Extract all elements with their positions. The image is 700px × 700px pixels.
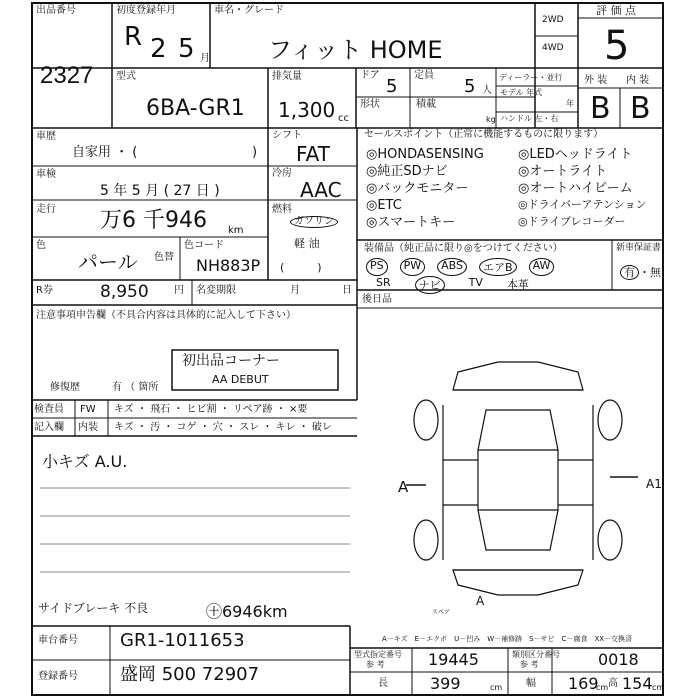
- doors-label: ドア: [360, 70, 380, 81]
- warranty-label: 新車保証書: [616, 243, 662, 253]
- width-value: 169: [568, 674, 599, 693]
- equipment-title: 装備品（純正品に限り◎をつけてください）: [364, 243, 563, 254]
- aa-debut-stamp: AA DEBUT: [212, 373, 269, 386]
- ac-value: AAC: [300, 178, 342, 202]
- dealer-label: ディーラー・並行: [499, 73, 563, 82]
- warranty-separator: ・: [639, 266, 650, 279]
- type-designation-label: 型式指定番号: [354, 650, 402, 659]
- plate-label: 登録番号: [38, 671, 78, 682]
- width-label: 幅: [526, 678, 536, 689]
- title-deadline-label: 名変期限: [196, 285, 236, 296]
- history-label: 車歴: [36, 131, 56, 142]
- remark-mileage: ㊉6946km: [206, 602, 288, 621]
- equip-aw: AW: [529, 258, 555, 276]
- reference-label-1: 参 考: [366, 660, 385, 669]
- color-label: 色: [36, 240, 46, 251]
- equip-leather: 本革: [506, 278, 529, 291]
- equip-ps: PS: [366, 258, 388, 276]
- load-label: 積載: [416, 99, 436, 110]
- fuel-other: ( ): [280, 261, 322, 274]
- shape-label: 形状: [360, 99, 380, 110]
- equip-sr: SR: [376, 276, 391, 289]
- remark-scratches: 小キズ A.U.: [42, 452, 128, 471]
- equip-airbag: エアB: [479, 258, 517, 276]
- capacity-unit: 人: [482, 85, 492, 96]
- displacement-unit: cc: [338, 113, 349, 124]
- equip-pw: PW: [400, 258, 426, 276]
- recycle-value: 8,950: [100, 282, 149, 302]
- first-listing-stamp: 初出品コーナー: [182, 353, 280, 369]
- entry-label: 記入欄: [34, 422, 64, 433]
- exterior-label: 外 装: [584, 75, 608, 86]
- warranty-options: [620, 264, 661, 280]
- score-label: 評 価 点: [596, 4, 636, 17]
- sp-auto-high-beam: ◎オートハイビーム: [518, 181, 633, 196]
- car-damage-diagram: [398, 350, 638, 610]
- model-code: 6BA-GR1: [146, 96, 245, 121]
- fw-label: FW: [80, 404, 96, 415]
- height-label: 高: [608, 678, 618, 689]
- repair-value: 有 （ 箇所: [112, 382, 159, 393]
- spare-label: スペア: [432, 609, 451, 616]
- selling-points-title: セールスポイント（正常に機能するものに限ります）: [364, 129, 604, 140]
- mileage-unit: km: [228, 225, 244, 236]
- reg-year: 2: [150, 34, 167, 64]
- vehicle-name: フィット HOME: [268, 36, 443, 64]
- history-value: 自家用 ・ (: [72, 145, 138, 160]
- reg-month: 5: [178, 34, 195, 64]
- load-unit: kg: [486, 115, 496, 124]
- damage-mark-a-left: A: [398, 478, 409, 496]
- title-day-unit: 日: [342, 285, 352, 296]
- length-value: 399: [430, 674, 461, 693]
- damage-legend: A－キズ E－エクボ U－凹み W－補修跡 S－サビ C－腐食 XX－交換済: [382, 635, 633, 643]
- color-change-label: 色替: [154, 252, 174, 263]
- interior-check-label: 内装: [78, 422, 98, 433]
- notes-title: 注意事項申告欄（不具合内容は具体的に記入して下さい）: [36, 310, 296, 321]
- interior-check-items: キズ ・ 汚 ・ コゲ ・ 穴 ・ スレ ・ キレ ・ 破レ: [114, 422, 332, 433]
- capacity-label: 定員: [414, 70, 434, 81]
- warranty-no: 無: [650, 266, 661, 279]
- sp-honda-sensing: ◎HONDASENSING: [366, 147, 484, 162]
- inspection-value: 5 年 5 月 ( 27 日 ): [100, 183, 220, 199]
- shift-label: シフト: [272, 130, 302, 141]
- lot-number: 2327: [40, 62, 94, 89]
- interior-grade: B: [630, 91, 651, 126]
- sp-auto-light: ◎オートライト: [518, 164, 607, 179]
- aftermarket-label: 後日品: [362, 294, 392, 305]
- sp-drive-recorder: ◎ドライブレコーダー: [518, 215, 626, 228]
- model-year-unit: 年: [566, 99, 574, 108]
- sp-back-monitor: ◎バックモニター: [366, 181, 469, 196]
- sp-driver-attention: ◎ドライバーアテンション: [518, 198, 647, 211]
- overall-score: 5: [604, 23, 630, 69]
- mileage-value: 万6 千946: [100, 208, 207, 233]
- damage-mark-a-bottom: A: [476, 594, 485, 608]
- color-value: パール: [78, 250, 138, 274]
- reference-label-2: 参 考: [520, 660, 539, 669]
- width-unit: cm: [596, 683, 609, 692]
- reg-era: R: [124, 22, 143, 52]
- recycle-unit: 円: [174, 285, 184, 296]
- drive-4wd: 4WD: [542, 43, 564, 53]
- drive-2wd: 2WD: [542, 15, 564, 25]
- chassis-label: 車台番号: [38, 635, 78, 646]
- length-unit: cm: [490, 683, 503, 692]
- capacity-value: 5: [464, 76, 476, 97]
- name-label: 車名・グレード: [214, 5, 284, 16]
- mileage-label: 走行: [36, 204, 56, 215]
- displacement-label: 排気量: [272, 71, 302, 82]
- model-year-label: モデル 年式: [500, 88, 543, 97]
- history-close: ): [252, 145, 258, 160]
- damage-mark-a1-right: A1: [646, 477, 662, 491]
- equip-navi: ナビ: [415, 276, 445, 294]
- displacement-value: 1,300: [278, 98, 336, 122]
- chassis-number: GR1-1011653: [120, 630, 245, 651]
- length-label: 長: [378, 678, 388, 689]
- month-unit: 月: [200, 53, 210, 64]
- fuel-gasoline: ガソリン: [290, 216, 338, 228]
- equip-tv: TV: [468, 276, 483, 289]
- sp-led-headlight: ◎LEDヘッドライト: [518, 147, 633, 162]
- ac-label: 冷房: [272, 168, 292, 179]
- equipment-row-2: [376, 276, 529, 294]
- title-month-unit: 月: [290, 285, 300, 296]
- lot-label: 出品番号: [36, 5, 76, 16]
- height-value: 154: [622, 674, 653, 693]
- doors-value: 5: [386, 76, 398, 97]
- height-unit: cm: [652, 683, 665, 692]
- model-label: 型式: [116, 71, 136, 82]
- type-designation-value: 19445: [428, 650, 479, 669]
- equip-abs: ABS: [437, 258, 467, 276]
- interior-label: 内 装: [626, 75, 650, 86]
- repair-label: 修復歴: [50, 382, 80, 393]
- remark-side-brake: サイドブレーキ 不良: [38, 601, 149, 615]
- class-label: 類別区分番号: [512, 650, 560, 659]
- selling-points-list: [366, 148, 658, 229]
- plate-number: 盛岡 500 72907: [120, 664, 260, 685]
- recycle-label: R券: [36, 285, 53, 296]
- color-code: NH883P: [196, 256, 261, 275]
- sp-etc: ◎ETC: [366, 198, 402, 213]
- warranty-yes: 有: [620, 265, 639, 280]
- equipment-row-1: [366, 258, 554, 276]
- color-code-label: 色コード: [184, 240, 224, 251]
- inspection-label: 車検: [36, 169, 56, 180]
- fuel-label: 燃料: [272, 204, 292, 215]
- exterior-grade: B: [590, 91, 611, 126]
- sp-smart-key: ◎スマートキー: [366, 215, 456, 230]
- first-reg-label: 初度登録年月: [116, 5, 176, 16]
- class-value: 0018: [598, 650, 639, 669]
- inspector-label: 検査員: [34, 404, 64, 415]
- handle-label: ハンドル 左・右: [500, 114, 559, 123]
- fuel-diesel: 軽 油: [294, 237, 320, 250]
- shift-value: FAT: [296, 142, 331, 166]
- sp-genuine-sd-navi: ◎純正SDナビ: [366, 164, 448, 179]
- fw-items: キズ ・ 飛石 ・ ヒビ割 ・ リペア跡 ・ ×要: [114, 404, 308, 415]
